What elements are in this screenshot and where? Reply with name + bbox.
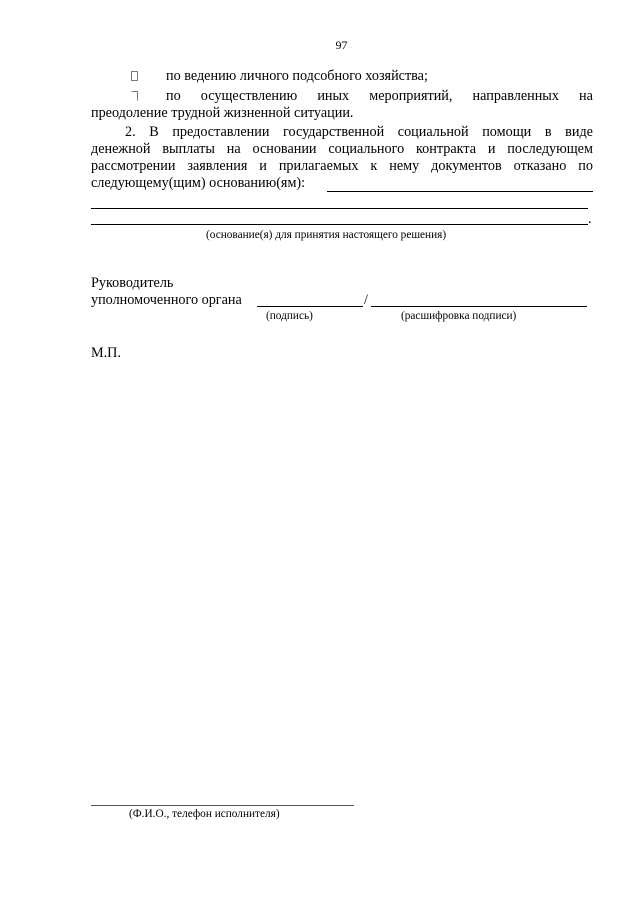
basis-fill-line[interactable] [327,191,593,192]
executor-caption: (Ф.И.О., телефон исполнителя) [129,808,280,820]
checkbox-icon [131,71,138,81]
basis-caption: (основание(я) для принятия настоящего решения) [206,229,447,241]
executor-fill-line[interactable] [91,805,354,806]
para2-line1: 2. В предоставлении государственной социальной помощи в виде [125,124,593,140]
item-private-farm: по ведению личного подсобного хозяйства; [166,68,428,84]
para2-line4: следующему(щим) основанию(ям): [91,175,306,191]
para2-line2: денежной выплаты на основании социального контракта и последующем [91,141,593,157]
item-other-activities-line2: преодоление трудной жизненной ситуации. [91,105,354,121]
signatory-title-line1: Руководитель [91,275,174,291]
basis-fill-line[interactable] [91,208,588,209]
signature-decoding-fill-line[interactable] [371,306,587,307]
checkbox-icon [131,91,138,101]
page-number: 97 [335,38,348,52]
basis-end-period: . [588,211,592,227]
signature-separator: / [364,292,368,308]
item-other-activities-line1: по осуществлению иных мероприятий, направленных на [166,88,593,104]
signature-decoding-caption: (расшифровка подписи) [401,310,517,322]
para2-line3: рассмотрении заявления и прилагаемых к нему документов отказано по [91,158,593,174]
signatory-title-line2: уполномоченного органа [91,292,242,308]
basis-fill-line[interactable] [91,224,588,225]
seal-label: М.П. [91,345,121,361]
signature-caption: (подпись) [266,310,313,322]
signature-fill-line[interactable] [257,306,363,307]
